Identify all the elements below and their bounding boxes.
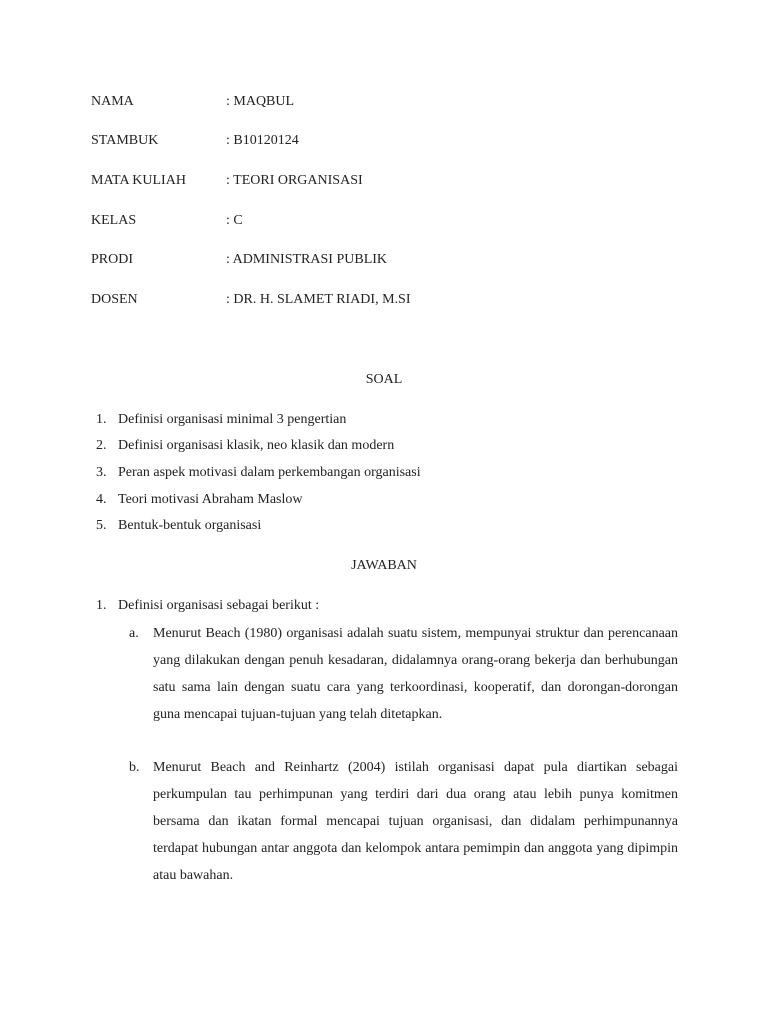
identity-label: DOSEN: [91, 292, 138, 307]
identity-label: STAMBUK: [91, 133, 159, 148]
question-item: [96, 436, 394, 456]
question-item: [96, 410, 346, 430]
question-item: [96, 463, 421, 483]
identity-value: : DR. H. SLAMET RIADI, M.SI: [226, 292, 411, 307]
sub-text: Menurut Beach and Reinhartz (2004) istilah organisasi dapat pula diartikan sebagai perkumpulan tau perhimpunan yang terdiri dari dua orang atau lebih punya komitmen bersama dan ikatan formal mencapai tujuan organisasi, dan didalam perhimpunannya terdapat hubungan antar anggota dan kelompok antara pemimpin dan anggota yang dipimpin atau bawahan.: [153, 760, 678, 883]
answer-text: Definisi organisasi sebagai berikut :: [118, 598, 320, 613]
answer-item: [96, 596, 319, 616]
question-number: 5.: [96, 518, 107, 533]
jawaban-heading: JAWABAN: [351, 558, 417, 573]
identity-value: : ADMINISTRASI PUBLIK: [226, 252, 388, 267]
question-number: 4.: [96, 492, 107, 507]
question-item: [96, 490, 303, 510]
identity-value: : TEORI ORGANISASI: [226, 173, 363, 188]
answer-number: 1.: [96, 598, 107, 613]
question-text: Teori motivasi Abraham Maslow: [118, 492, 303, 507]
identity-label: MATA KULIAH: [91, 173, 186, 188]
identity-label: NAMA: [91, 94, 134, 109]
question-text: Peran aspek motivasi dalam perkembangan organisasi: [118, 465, 421, 480]
question-text: Bentuk-bentuk organisasi: [118, 518, 262, 533]
question-text: Definisi organisasi klasik, neo klasik dan modern: [118, 438, 395, 453]
sub-text: Menurut Beach (1980) organisasi adalah suatu sistem, mempunyai struktur dan perencanaan yang dilakukan dengan penuh kesadaran, didalamnya orang-orang bekerja dan berhubungan satu sama lain dengan suatu cara yang terkoordinasi, kooperatif, dan dorongan-dorongan guna mencapai tujuan-tujuan yang telah ditetapkan.: [153, 626, 678, 722]
identity-value: : B10120124: [226, 133, 299, 148]
sub-letter: a.: [129, 626, 139, 641]
question-number: 3.: [96, 465, 107, 480]
identity-label: PRODI: [91, 252, 134, 267]
sub-letter: b.: [129, 760, 140, 775]
question-text: Definisi organisasi minimal 3 pengertian: [118, 412, 347, 427]
question-item: [96, 516, 261, 536]
question-number: 1.: [96, 412, 107, 427]
soal-heading: SOAL: [365, 372, 403, 387]
identity-label: KELAS: [91, 213, 137, 228]
identity-value: : MAQBUL: [226, 94, 295, 109]
question-number: 2.: [96, 438, 107, 453]
identity-value: : C: [226, 213, 243, 228]
